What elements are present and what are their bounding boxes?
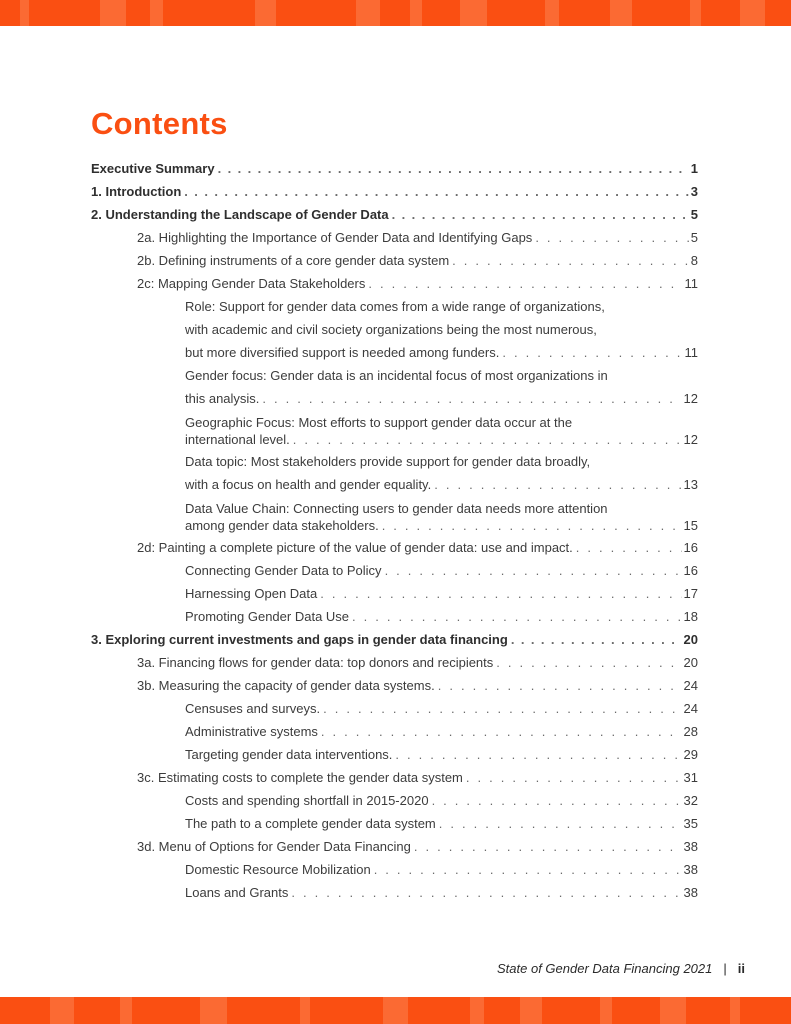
toc-entry-page: 12 <box>683 391 698 406</box>
toc-entry-page: 8 <box>690 253 698 268</box>
toc-entry-page: 38 <box>683 862 698 877</box>
toc-entry-censuses[interactable] <box>185 697 698 720</box>
page-footer <box>497 961 745 976</box>
toc-entry-2b[interactable] <box>137 249 698 272</box>
toc-entry-label: 2c: Mapping Gender Data Stakeholders <box>137 276 366 291</box>
toc-entry-label: 3a. Financing flows for gender data: top donors and recipients <box>137 655 494 670</box>
toc-entry-label-line: with a focus on health and gender equality. <box>185 477 432 492</box>
toc-entry-label-line: Gender focus: Gender data is an incidental focus of most organizations in <box>185 368 608 383</box>
toc-entry-label: 3. Exploring current investments and gaps in gender data financing <box>91 632 508 647</box>
toc-entry-label: 3b. Measuring the capacity of gender data systems. <box>137 678 435 693</box>
toc-entry-page: 35 <box>683 816 698 831</box>
dot-leader <box>435 674 682 697</box>
toc-entry-label-line: but more diversified support is needed among funders. <box>185 345 500 360</box>
dot-leader <box>463 766 682 789</box>
toc-entry-page: 5 <box>690 207 698 222</box>
toc-entry-path[interactable] <box>185 812 698 835</box>
toc-entry-page: 17 <box>683 586 698 601</box>
toc-entry-3a[interactable] <box>137 651 698 674</box>
toc-entry-page: 38 <box>683 885 698 900</box>
toc-entry-page: 16 <box>683 563 698 578</box>
dot-leader <box>382 559 682 582</box>
toc-entry-label-line: Data topic: Most stakeholders provide support for gender data broadly, <box>185 454 591 469</box>
dot-leader <box>290 431 682 448</box>
toc-entry-connecting-policy[interactable] <box>185 559 698 582</box>
toc-entry-page: 15 <box>683 518 698 533</box>
toc-entry-3b[interactable] <box>137 674 698 697</box>
toc-entry-page: 13 <box>683 477 698 492</box>
dot-leader <box>449 249 689 272</box>
dot-leader <box>371 858 682 881</box>
toc-entry-label: The path to a complete gender data system <box>185 816 436 831</box>
toc-entry-executive-summary[interactable] <box>91 157 698 180</box>
dot-leader <box>215 157 689 180</box>
toc-entry-label: Harnessing Open Data <box>185 586 318 601</box>
toc-entry-data-topic[interactable] <box>91 450 698 496</box>
dot-leader <box>365 272 682 295</box>
dot-leader <box>318 720 682 743</box>
dot-leader <box>379 517 682 534</box>
footer-separator: | <box>723 961 727 976</box>
toc-entry-label: 2d: Painting a complete picture of the value of gender data: use and impact. <box>137 540 573 555</box>
dot-leader <box>181 180 688 203</box>
toc-entry-page: 5 <box>690 230 698 245</box>
toc-entry-role[interactable] <box>91 295 698 364</box>
toc-entry-label: Administrative systems <box>185 724 318 739</box>
page-title: Contents <box>91 106 228 141</box>
toc-entry-page: 11 <box>684 345 698 360</box>
toc-entry-label: Censuses and surveys. <box>185 701 321 716</box>
toc-entry-label: 3c. Estimating costs to complete the gender data system <box>137 770 463 785</box>
top-decorative-band <box>0 0 791 26</box>
toc-entry-label-line: this analysis. <box>185 391 260 406</box>
dot-leader <box>431 473 681 496</box>
toc-entry-targeting[interactable] <box>185 743 698 766</box>
toc-entry-section-3[interactable] <box>91 628 698 651</box>
toc-entry-label: 3d. Menu of Options for Gender Data Financing <box>137 839 411 854</box>
toc-entry-label: Targeting gender data interventions. <box>185 747 393 762</box>
toc-entry-page: 16 <box>683 540 698 555</box>
toc-entry-label: 2b. Defining instruments of a core gender data system <box>137 253 450 268</box>
toc-entry-promoting-use[interactable] <box>185 605 698 628</box>
toc-entry-page: 32 <box>683 793 698 808</box>
toc-entry-label: Domestic Resource Mobilization <box>185 862 371 877</box>
toc-entry-loans[interactable] <box>185 881 698 904</box>
toc-entry-page: 28 <box>683 724 698 739</box>
toc-entry-page: 20 <box>683 632 698 647</box>
toc-entry-page: 1 <box>690 161 698 176</box>
dot-leader <box>349 605 682 628</box>
toc-entry-gender-focus[interactable] <box>91 364 698 410</box>
toc-entry-page: 20 <box>683 655 698 670</box>
toc-entry-3c[interactable] <box>137 766 698 789</box>
toc-entry-label: 2a. Highlighting the Importance of Gender Data and Identifying Gaps <box>137 230 533 245</box>
toc-entry-geographic-focus[interactable] <box>91 414 698 448</box>
dot-leader <box>493 651 681 674</box>
bottom-decorative-band <box>0 997 791 1024</box>
dot-leader <box>436 812 682 835</box>
toc-entry-page: 31 <box>683 770 698 785</box>
toc-entry-label-line: among gender data stakeholders. <box>185 518 379 533</box>
toc-entry-label: 2. Understanding the Landscape of Gender Data <box>91 207 389 222</box>
toc-entry-open-data[interactable] <box>185 582 698 605</box>
toc-entry-label-line: Geographic Focus: Most efforts to support gender data occur at the <box>185 415 573 430</box>
toc-entry-section-2[interactable] <box>91 203 698 226</box>
toc-entry-costs[interactable] <box>185 789 698 812</box>
dot-leader <box>499 341 682 364</box>
page-number: ii <box>737 961 745 976</box>
dot-leader <box>573 536 682 559</box>
dot-leader <box>317 582 681 605</box>
dot-leader <box>320 697 681 720</box>
toc-entry-2d[interactable] <box>137 536 698 559</box>
toc-entry-label-line: Role: Support for gender data comes from a wide range of organizations, <box>185 299 605 314</box>
toc-entry-2c[interactable] <box>137 272 698 295</box>
toc-entry-page: 12 <box>683 432 698 447</box>
toc-entry-page: 24 <box>683 678 698 693</box>
toc-entry-label-line: Data Value Chain: Connecting users to gender data needs more attention <box>185 501 608 516</box>
toc-entry-data-value-chain[interactable] <box>91 500 698 534</box>
dot-leader <box>288 881 681 904</box>
toc-entry-page: 29 <box>683 747 698 762</box>
dot-leader <box>389 203 689 226</box>
toc-entry-label: 1. Introduction <box>91 184 182 199</box>
dot-leader <box>392 743 681 766</box>
toc-entry-page: 3 <box>690 184 698 199</box>
toc-entry-3d[interactable] <box>137 835 698 858</box>
dot-leader <box>508 628 682 651</box>
toc-entry-page: 11 <box>684 276 698 291</box>
dot-leader <box>411 835 682 858</box>
toc-entry-page: 18 <box>683 609 698 624</box>
toc-entry-label: Costs and spending shortfall in 2015-2020 <box>185 793 429 808</box>
dot-leader <box>429 789 682 812</box>
toc-entry-label: Promoting Gender Data Use <box>185 609 350 624</box>
toc-entry-label-line: with academic and civil society organizations being the most numerous, <box>185 322 597 337</box>
toc-entry-label: Executive Summary <box>91 161 215 176</box>
dot-leader <box>532 226 688 249</box>
toc-entry-introduction[interactable] <box>91 180 698 203</box>
dot-leader <box>259 387 681 410</box>
toc-entry-administrative[interactable] <box>185 720 698 743</box>
toc-entry-page: 24 <box>683 701 698 716</box>
toc-entry-label: Connecting Gender Data to Policy <box>185 563 382 578</box>
toc-entry-page: 38 <box>683 839 698 854</box>
toc-entry-2a[interactable] <box>137 226 698 249</box>
toc-entry-domestic[interactable] <box>185 858 698 881</box>
toc-entry-label: Loans and Grants <box>185 885 289 900</box>
toc-entry-label-line: international level. <box>185 432 290 447</box>
table-of-contents <box>91 157 698 904</box>
publication-title: State of Gender Data Financing 2021 <box>497 961 713 976</box>
